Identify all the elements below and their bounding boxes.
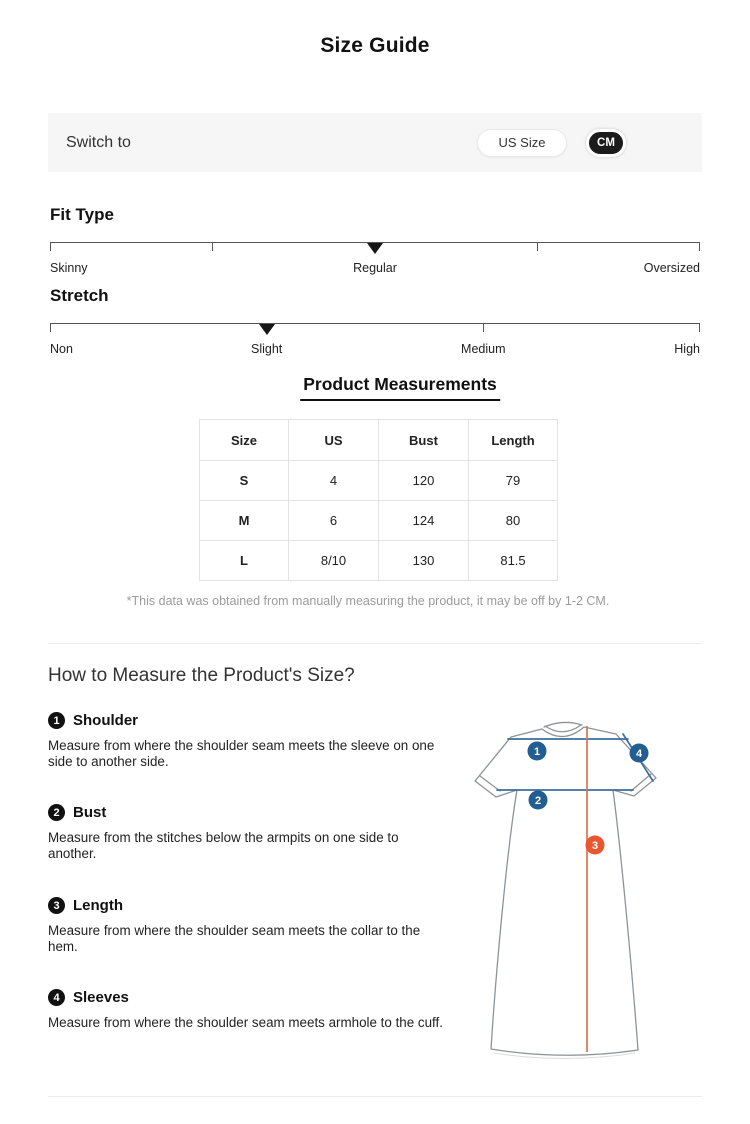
how-to-measure-heading: How to Measure the Product's Size?: [48, 665, 355, 686]
stretch-marker-triangle-icon: [259, 324, 275, 335]
measure-item-sleeves: [48, 989, 444, 1031]
fit-tick-q3: [537, 243, 538, 251]
page-title: Size Guide: [320, 34, 430, 57]
cm-unit-toggle[interactable]: CM: [586, 129, 626, 157]
dress-measurement-diagram: [460, 700, 690, 1070]
unit-switch-bar: [48, 113, 702, 172]
stretch-labels: [50, 342, 700, 358]
fit-tick-q1: [212, 243, 213, 251]
fit-type-heading: Fit Type: [50, 205, 114, 224]
fit-label-oversized: Oversized: [643, 261, 700, 275]
section-divider: [48, 643, 702, 644]
fit-tick-start: [50, 243, 51, 251]
number-badge-4-icon: 4: [48, 989, 65, 1006]
measure-item-name: Bust: [73, 804, 107, 821]
switch-to-label: Switch to: [66, 133, 131, 151]
svg-text:4: 4: [635, 748, 643, 760]
measure-item-description: Measure from the stitches below the armpits on one side to another.: [48, 830, 399, 861]
measure-item-description: Measure from where the shoulder seam meets the collar to the hem.: [48, 923, 421, 954]
cell-us: 8/10: [289, 541, 379, 581]
number-badge-3-icon: 3: [48, 897, 65, 914]
fit-tick-end: [699, 243, 700, 251]
stretch-tick-end: [699, 324, 700, 332]
cell-us: 4: [289, 461, 379, 501]
measurements-heading: Product Measurements: [300, 374, 500, 401]
measure-item-name: Sleeves: [73, 989, 129, 1006]
stretch-tick-start: [50, 324, 51, 332]
cell-length: 81.5: [469, 541, 558, 581]
stretch-label-non: Non: [50, 342, 73, 356]
cell-bust: 120: [379, 461, 469, 501]
table-row: [200, 501, 558, 541]
measure-item-name: Length: [73, 897, 123, 914]
stretch-label-high: High: [674, 342, 700, 356]
table-row: [200, 461, 558, 501]
measure-item-bust: [48, 804, 444, 861]
collar-inner-arc: [545, 725, 581, 732]
table-header-row: [200, 420, 558, 461]
svg-text:3: 3: [591, 840, 599, 852]
stretch-label-slight: Slight: [251, 342, 283, 356]
measure-item-description: Measure from where the shoulder seam meets armhole to the cuff.: [48, 1015, 443, 1030]
collar-top-arc: [544, 722, 582, 727]
measure-item-shoulder: [48, 712, 444, 769]
number-badge-2-icon: 2: [48, 804, 65, 821]
bottom-divider: [48, 1096, 702, 1097]
stretch-tick-medium: [483, 324, 484, 332]
measurements-table: [199, 419, 558, 581]
cell-length: 80: [469, 501, 558, 541]
cell-size-m: M: [200, 501, 289, 541]
fit-marker-triangle-icon: [367, 243, 383, 254]
col-header-bust: Bust: [379, 420, 469, 461]
cell-size-s: S: [200, 461, 289, 501]
table-row: [200, 541, 558, 581]
cell-bust: 130: [379, 541, 469, 581]
col-header-size: Size: [200, 420, 289, 461]
measure-item-name: Shoulder: [73, 712, 139, 729]
cell-bust: 124: [379, 501, 469, 541]
col-header-length: Length: [469, 420, 558, 461]
fit-type-labels: [50, 261, 700, 277]
fit-type-slider: [50, 242, 700, 261]
col-header-us: US: [289, 420, 379, 461]
cell-size-l: L: [200, 541, 289, 581]
number-badge-1-icon: 1: [48, 712, 65, 729]
measure-item-length: [48, 897, 444, 954]
measure-item-description: Measure from where the shoulder seam meets the sleeve on one side to another side.: [48, 738, 435, 769]
svg-text:2: 2: [534, 795, 542, 807]
cell-us: 6: [289, 501, 379, 541]
dress-outline: [475, 727, 656, 1055]
fit-label-skinny: Skinny: [50, 261, 88, 275]
svg-text:1: 1: [533, 746, 541, 758]
stretch-slider: [50, 323, 700, 342]
us-size-button[interactable]: US Size: [477, 129, 567, 157]
cell-length: 79: [469, 461, 558, 501]
stretch-heading: Stretch: [50, 286, 109, 305]
stretch-label-medium: Medium: [461, 342, 506, 356]
fit-label-regular: Regular: [353, 261, 397, 275]
measurement-disclaimer: *This data was obtained from manually measuring the product, it may be off by 1-2 CM.: [126, 594, 610, 608]
